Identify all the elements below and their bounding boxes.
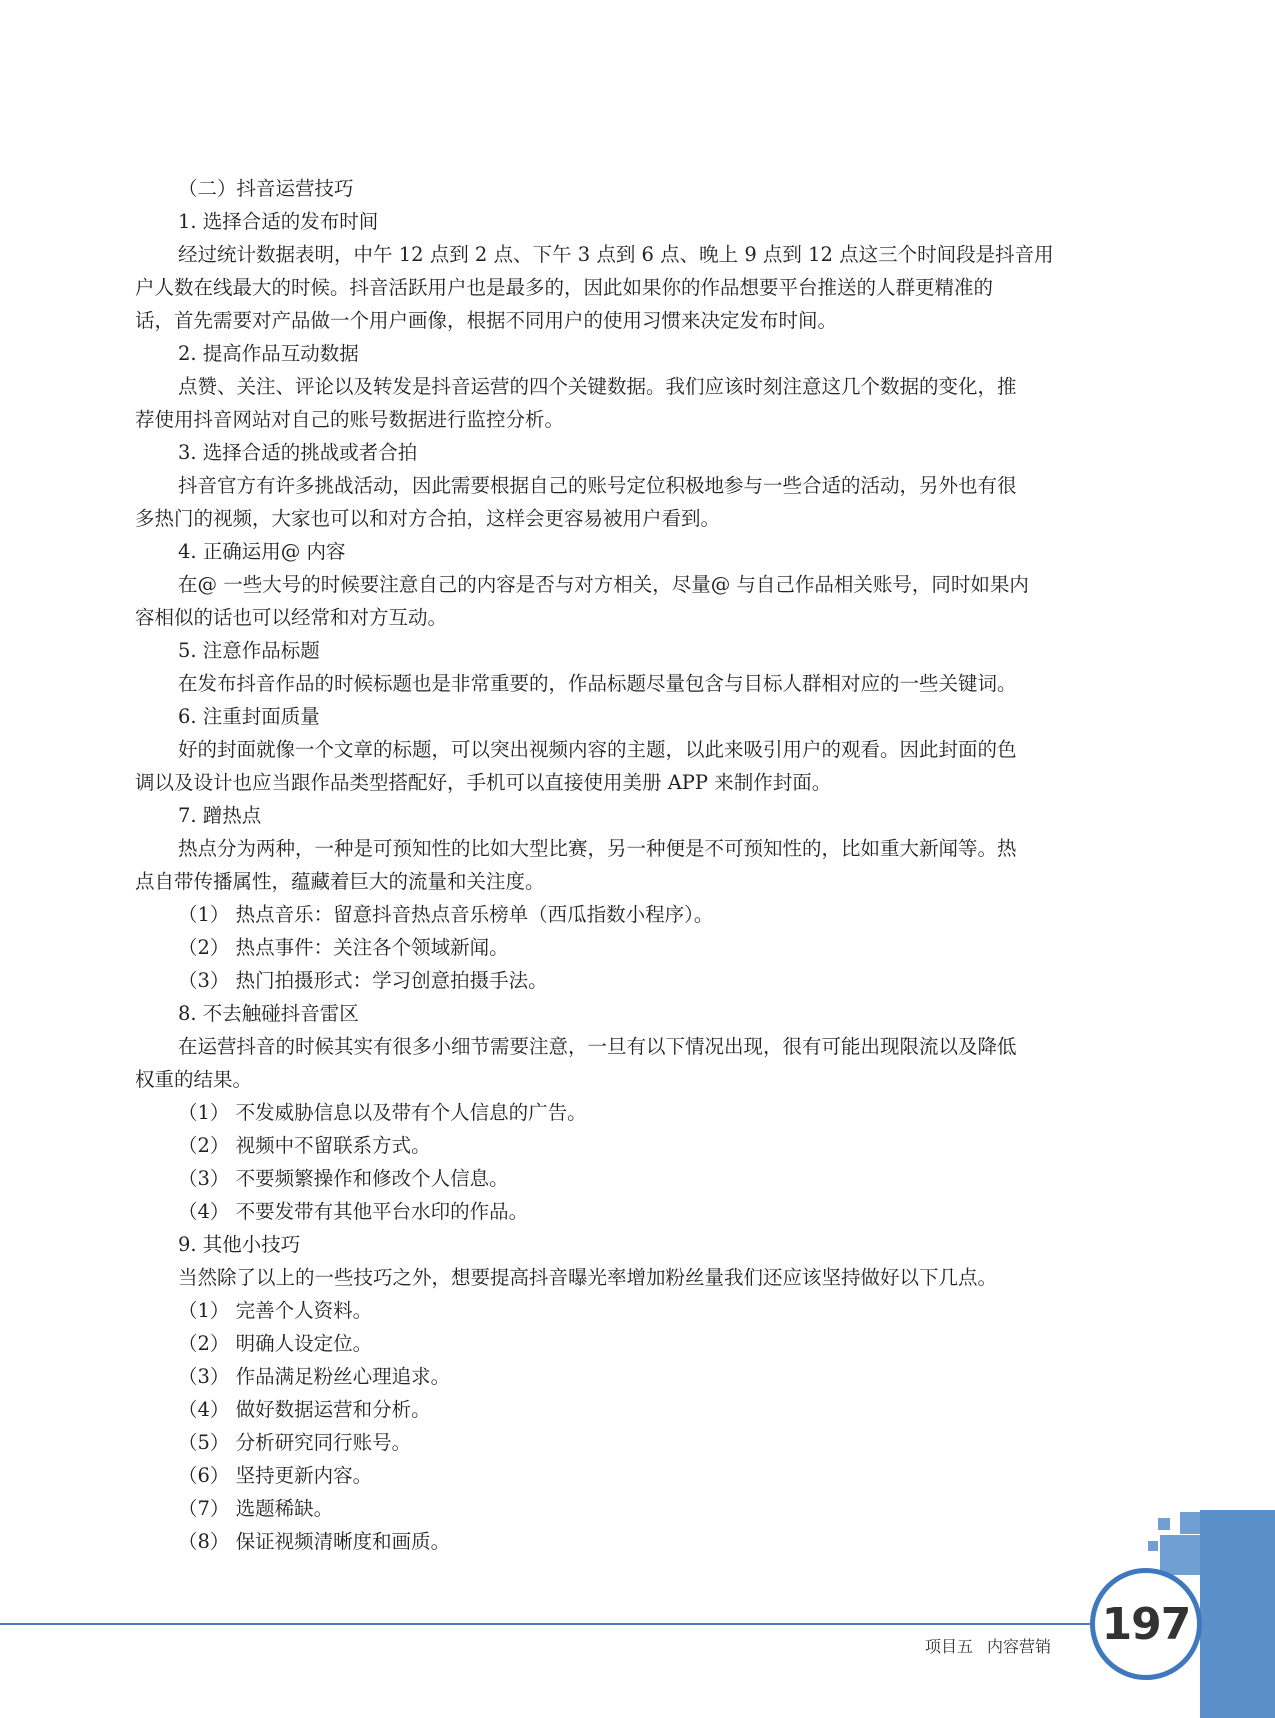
paragraph-line: 在发布抖音作品的时候标题也是非常重要的，作品标题尽量包含与目标人群相对应的一些关键词。: [178, 672, 1017, 695]
list-item: （7） 选题稀缺。: [178, 1497, 334, 1520]
paragraph-line: 在@ 一些大号的时候要注意自己的内容是否与对方相关，尽量@ 与自己作品相关账号，同时如果内: [178, 573, 1029, 596]
sections: [135, 205, 1130, 1558]
page-content: [135, 172, 1130, 1558]
section-heading: 3. 选择合适的挑战或者合拍: [178, 441, 418, 464]
list-item: （8） 保证视频清晰度和画质。: [178, 1530, 451, 1553]
list-item: （1） 热点音乐：留意抖音热点音乐榜单（西瓜指数小程序）。: [178, 903, 714, 926]
list-item: （3） 热门拍摄形式：学习创意拍摄手法。: [178, 969, 548, 992]
paragraph-line: 在运营抖音的时候其实有很多小细节需要注意，一旦有以下情况出现，很有可能出现限流以及降低: [178, 1035, 1017, 1058]
list-item: （2） 热点事件：关注各个领域新闻。: [178, 936, 509, 959]
footer-running-head: [925, 1634, 1065, 1657]
section-title: （二）抖音运营技巧: [178, 177, 354, 200]
decor-square: [1180, 1512, 1200, 1534]
list-item: （1） 完善个人资料。: [178, 1299, 373, 1322]
section-heading: 2. 提高作品互动数据: [178, 342, 359, 365]
footer-divider: [0, 1623, 1110, 1625]
list-item: （2） 视频中不留联系方式。: [178, 1134, 431, 1157]
section-heading: 5. 注意作品标题: [178, 639, 320, 662]
footer-project: 项目五: [925, 1637, 974, 1656]
paragraph-line: 点自带传播属性，蕴藏着巨大的流量和关注度。: [135, 870, 545, 893]
decor-square: [1148, 1541, 1158, 1551]
page-number-badge: [1090, 1568, 1202, 1680]
list-item: （5） 分析研究同行账号。: [178, 1431, 412, 1454]
list-item: （3） 作品满足粉丝心理追求。: [178, 1365, 451, 1388]
paragraph-line: 经过统计数据表明，中午 12 点到 2 点、下午 3 点到 6 点、晚上 9 点到 12 点这三个时间段是抖音用: [178, 243, 1054, 266]
page-number: 197: [1101, 1598, 1191, 1650]
decor-square: [1158, 1518, 1170, 1530]
paragraph-line: 多热门的视频，大家也可以和对方合拍，这样会更容易被用户看到。: [135, 507, 721, 530]
section-heading: 8. 不去触碰抖音雷区: [178, 1002, 359, 1025]
section-heading: 1. 选择合适的发布时间: [178, 210, 379, 233]
paragraph-line: 好的封面就像一个文章的标题，可以突出视频内容的主题，以此来吸引用户的观看。因此封面的色: [178, 738, 1017, 761]
paragraph-line: 点赞、关注、评论以及转发是抖音运营的四个关键数据。我们应该时刻注意这几个数据的变化，推: [178, 375, 1017, 398]
paragraph-line: 调以及设计也应当跟作品类型搭配好，手机可以直接使用美册 APP 来制作封面。: [135, 771, 832, 794]
list-item: （1） 不发威胁信息以及带有个人信息的广告。: [178, 1101, 587, 1124]
paragraph-line: 话，首先需要对产品做一个用户画像，根据不同用户的使用习惯来决定发布时间。: [135, 309, 838, 332]
list-item: （4） 不要发带有其他平台水印的作品。: [178, 1200, 529, 1223]
section-heading: 4. 正确运用@ 内容: [178, 540, 346, 563]
paragraph-line: 热点分为两种，一种是可预知性的比如大型比赛，另一种便是不可预知性的，比如重大新闻等。热: [178, 837, 1017, 860]
list-item: （4） 做好数据运营和分析。: [178, 1398, 431, 1421]
section-heading: 6. 注重封面质量: [178, 705, 320, 728]
list-item: （6） 坚持更新内容。: [178, 1464, 373, 1487]
paragraph-line: 抖音官方有许多挑战活动，因此需要根据自己的账号定位积极地参与一些合适的活动，另外也有很: [178, 474, 1017, 497]
list-item: （3） 不要频繁操作和修改个人信息。: [178, 1167, 509, 1190]
list-item: （2） 明确人设定位。: [178, 1332, 373, 1355]
section-heading: 9. 其他小技巧: [178, 1233, 301, 1256]
decor-square: [1160, 1535, 1200, 1575]
paragraph-line: 容相似的话也可以经常和对方互动。: [135, 606, 448, 629]
paragraph-line: 户人数在线最大的时候。抖音活跃用户也是最多的，因此如果你的作品想要平台推送的人群更精准的: [135, 276, 994, 299]
footer-chapter: 内容营销: [987, 1637, 1052, 1656]
decor-side-bar: [1200, 1510, 1275, 1718]
paragraph-line: 权重的结果。: [135, 1068, 253, 1091]
paragraph-line: 荐使用抖音网站对自己的账号数据进行监控分析。: [135, 408, 565, 431]
paragraph-line: 当然除了以上的一些技巧之外，想要提高抖音曝光率增加粉丝量我们还应该坚持做好以下几点。: [178, 1266, 998, 1289]
section-heading: 7. 蹭热点: [178, 804, 262, 827]
